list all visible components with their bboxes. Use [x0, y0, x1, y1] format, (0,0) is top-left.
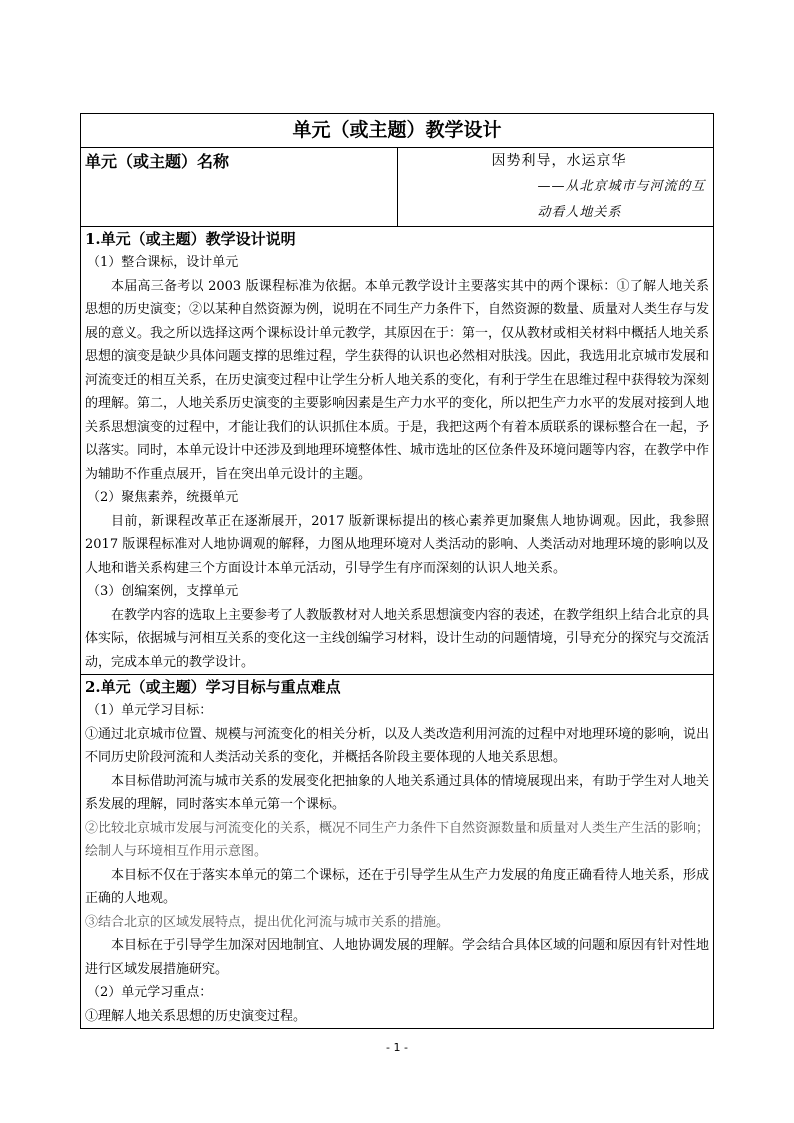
section2-cell [81, 675, 714, 1029]
unit-name-subtitle: ——从北京城市与河流的互动看人地关系 [537, 179, 706, 220]
goal-3: ③结合北京的区域发展特点，提出优化河流与城市关系的措施。 [85, 914, 450, 930]
section1-paragraph1: 本届高三备考以 2003 版课程标准为依据。本单元教学设计主要落实其中的两个课标：①了解人地关系思想的历史演变；②以某种自然资源为例，说明在不同生产力条件下，自然资源的数量、质量对人类生存与发展的意义。我之所以选择这两个课标设计单元教学，其原因在于：第一，仅从教材或相关材料中概括人地关系思想的演变是缺少具体问题支撑的思维过程，学生获得的认识也必然相对肤浅。因此，我选用北京城市发展和河流变迁的相互关系，在历史演变过程中让学生分析人地关系的变化，有利于学生在思维过程中获得较为深刻的理解。第二，人地关系历史演变的主要影响因素是生产力水平的变化，所以把生产力水平的发展对接到人地关系思想演变的过程中，才能让我们的认识抓住本质。于是，我把这两个有着本质联系的课标整合在一起，予以落实。同时，本单元设计中还涉及到地理环境整体性、城市选址的区位条件及环境问题等内容，在教学中作为辅助不作重点展开，旨在突出单元设计的主题。 [85, 278, 710, 482]
section1-title: 1.单元（或主题）教学设计说明 [85, 230, 296, 248]
goal-1-explanation: 本目标借助河流与城市关系的发展变化把抽象的人地关系通过具体的情境展现出来，有助于学生对人地关系发展的理解，同时落实本单元第一个课标。 [85, 773, 710, 812]
section1-paragraph2: 目前，新课程改革正在逐渐展开，2017 版新课标提出的核心素养更加聚焦人地协调观。因此，我参照 2017 版课程标准对人地协调观的解释，力图从地理环境对人类活动的影响、人类活动对地理环境的影响以及人地和谐关系构建三个方面设计本单元活动，引导学生有序而深刻的认识人地关系。 [85, 513, 709, 576]
section2-sub2: （2）单元学习重点： [87, 985, 213, 1000]
goal-3-explanation: 本目标在于引导学生加深对因地制宜、人地协调发展的理解。学会结合具体区域的问题和原因有针对性地进行区域发展措施研究。 [85, 938, 710, 977]
section1-sub1: （1）整合课标，设计单元 [87, 255, 239, 270]
unit-name-label: 单元（或主题）名称 [81, 148, 398, 227]
key-point-1: ①理解人地关系思想的历史演变过程。 [85, 1008, 307, 1024]
section1-paragraph3: 在教学内容的选取上主要参考了人教版教材对人地关系思想演变内容的表述，在教学组织上结合北京的具体实际，依据城与河相互关系的变化这一主线创编学习材料，设计生动的问题情境，引导充分的探究与交流活动，完成本单元的教学设计。 [85, 607, 710, 670]
section1-row [81, 227, 714, 675]
section2-row [81, 675, 714, 1029]
unit-name-value [397, 148, 714, 227]
goal-1: ①通过北京城市位置、规模与河流变化的相关分析，以及人类改造利用河流的过程中对地理环境的影响，说出不同历史阶段河流和人类活动关系的变化，并概括各阶段主要体现的人地关系思想。 [85, 726, 710, 765]
section2-title: 2.单元（或主题）学习目标与重点难点 [85, 678, 341, 696]
section1-sub2: （2）聚焦素养，统摄单元 [87, 490, 239, 505]
section1-sub3: （3）创编案例，支撑单元 [87, 584, 239, 599]
section1-cell [81, 227, 714, 675]
unit-name-row [81, 148, 714, 227]
goal-2: ②比较北京城市发展与河流变化的关系，概况不同生产力条件下自然资源数量和质量对人类生产生活的影响；绘制人与环境相互作用示意图。 [85, 820, 710, 859]
title-row [81, 114, 714, 148]
goal-2-explanation: 本目标不仅在于落实本单元的第二个课标，还在于引导学生从生产力发展的角度正确看待人地关系，形成正确的人地观。 [85, 867, 710, 906]
page-number: - 1 - [386, 1041, 408, 1054]
unit-name-main: 因势利导，水运京华 [491, 153, 627, 169]
section2-sub1: （1）单元学习目标： [87, 703, 213, 718]
document-title: 单元（或主题）教学设计 [81, 114, 714, 148]
design-table [80, 113, 714, 1029]
